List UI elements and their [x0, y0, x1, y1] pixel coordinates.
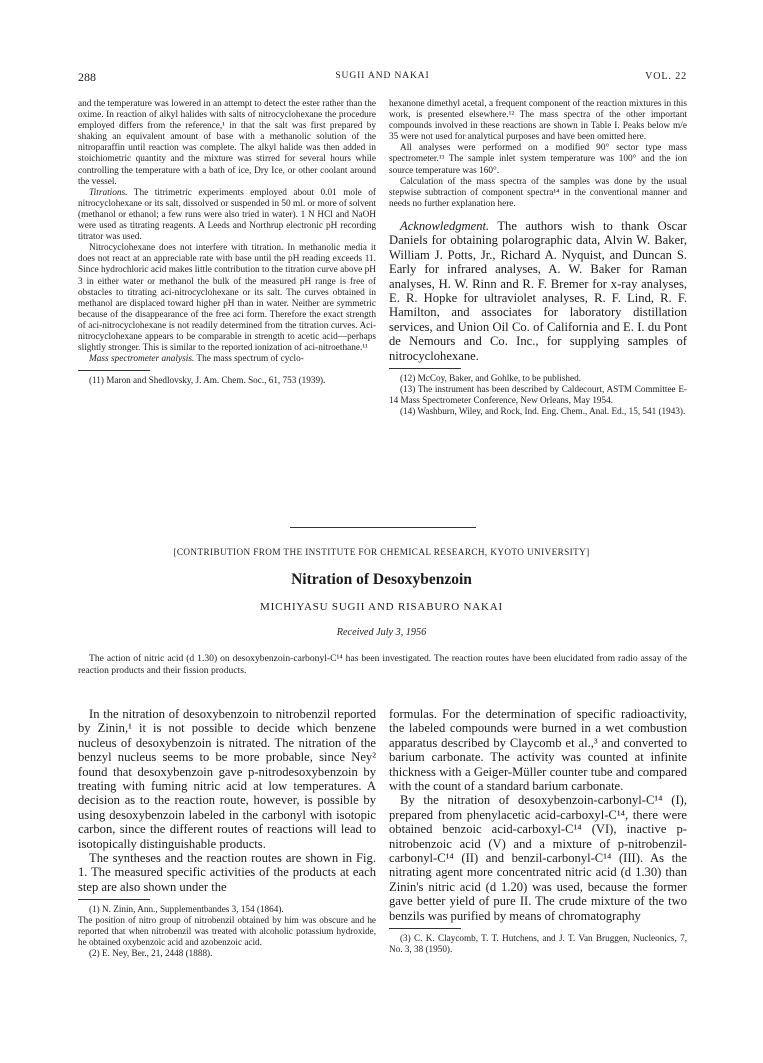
volume-label: VOL. 22	[645, 71, 687, 82]
footnotes	[389, 933, 687, 955]
bottom-right-column	[389, 707, 687, 955]
page-number: 288	[78, 70, 96, 84]
footnote: (1) N. Zinin, Ann., Supplementbandes 3, 154 (1864).	[89, 904, 284, 915]
article-title: Nitration of Desoxybenzoin	[291, 571, 472, 588]
paragraph: In the nitration of desoxybenzoin to nitrobenzil reported by Zinin,¹ it is not possible to decide which benzene nucleus of desoxybenzoin is nitrated. The nitration of the benzyl nucleus seems to be more probable, since Ney² found that desoxybenzoin gave p-nitrodesoxybenzoin by treating with fuming nitric acid at low temperatures. A decision as to the reaction route, however, is possible by using desoxybenzoin labeled in the carbonyl with isotopic carbon, since the different routes of reactions will lead to isotopically distinguishable products.	[78, 707, 376, 851]
top-left-column	[78, 99, 376, 386]
bottom-left-column	[78, 707, 376, 959]
section-divider	[290, 527, 476, 528]
section-heading: Acknowledgment.	[400, 218, 490, 233]
paragraph: By the nitration of desoxybenzoin-carbonyl-C¹⁴ (I), prepared from phenylacetic acid-carboxyl-C¹⁴, there were obtained benzoic acid-carboxyl-C¹⁴ (VI), inactive p-nitrobenzoic acid (V) and a mixture of p-nitrobenzil-carbonyl-C¹⁴ (II) and benzil-carbonyl-C¹⁴ (III). As the nitrating agent more concentrated nitric acid (d 1.30) than Zinin's nitric acid (d 1.20) was used, because the former gave better yield of pure II. The crude mixture of the two benzils was purified by means of chromatography	[389, 793, 687, 923]
contribution-line: [CONTRIBUTION FROM THE INSTITUTE FOR CHEMICAL RESEARCH, KYOTO UNIVERSITY]	[173, 547, 590, 557]
paragraph-body: The titrimetric experiments employed about 0.01 mole of nitrocyclohexane or its salt, dissolved or suspended in 50 ml. or more of solvent (methanol or ethanol; a few runs were also tried in water). 1 N HCl and NaOH were used as titrating reagents. A Leeds and Northrup electronic pH recording titrator was used.	[78, 187, 376, 243]
paragraph: The syntheses and the reaction routes are shown in Fig. 1. The measured specific activities of the products at each step are also shown under the	[78, 851, 376, 894]
running-title: SUGII AND NAKAI	[335, 71, 430, 81]
paragraph-body: The mass spectrum of cyclo-	[194, 354, 304, 365]
footnotes	[78, 904, 376, 959]
paragraph: Nitrocyclohexane does not interfere with titration. In methanolic media it does not react at an appreciable rate with base until the pH reading exceeds 11. Since hydrochloric acid makes little contribution to the titration curve above pH 3 in either water or methanol the bulk of the measured pH range is free of obstacles to titrating aci-nitrocyclohexane or its salt. The curves obtained in methanol are displaced toward higher pH than in water. Neither are symmetric because of the disappearance of the free aci form. Therefore the exact strength of aci-nitrocyclohexane is not readily determined from the titration curves. Aci-nitrocyclohexane appears to be comparable in strength to acetic acid—perhaps slightly stronger. This is similar to the reported ionization of aci-nitroethane.¹¹	[78, 243, 376, 354]
paragraph: and the temperature was lowered in an attempt to detect the ester rather than the oxime. In reaction of alkyl halides with salts of nitrocyclohexane the procedure employed differs from the reference,¹ in that the salt was first prepared by shaking an equivalent amount of base with a methanolic solution of the nitroparaffin until reaction was complete. The alkyl halide was then added in stoichiometric quantity and the mixture was stirred for several hours while controlling the temperature with a bath of ice, Dry Ice, or other coolant around the vessel.	[78, 99, 376, 187]
top-right-column	[389, 99, 687, 417]
footnote: (12) McCoy, Baker, and Gohlke, to be published.	[400, 373, 581, 383]
footnote: (2) E. Ney, Ber., 21, 2448 (1888).	[89, 948, 213, 959]
footnote-rule	[389, 928, 461, 929]
paragraph-body: The authors wish to thank Oscar Daniels for obtaining polarographic data, Alvin W. Baker, William J. Potts, Jr., Richard A. Nyquist, and Duncan S. Early for infrared analyses, A. W. Baker for Raman analyses, H. W. Rinn and R. F. Bremer for x-ray analyses, E. R. Hopke for ultraviolet analyses, R. F. Lind, R. F. Hamilton, and associates for laboratory distillation services, and Union Oil Co. of California and E. I. du Pont de Nemours and Co. Inc., for supplying samples of nitrocyclohexane.	[389, 218, 687, 363]
footnote: (11) Maron and Shedlovsky, J. Am. Chem. Soc., 61, 753 (1939).	[89, 375, 326, 386]
abstract	[78, 653, 687, 676]
paragraph: Calculation of the mass spectra of the samples was done by the usual stepwise subtraction of component spectra¹⁴ in the conventional manner and needs no further explanation here.	[389, 176, 687, 209]
footnote-rule	[78, 899, 150, 900]
section-heading: Mass spectrometer analysis.	[89, 354, 195, 365]
footnote: (3) C. K. Claycomb, T. T. Hutchens, and J. T. Van Bruggen, Nucleonics, 7, No. 3, 38 (1950).	[389, 933, 687, 955]
section-heading: Titrations.	[89, 187, 128, 198]
paragraph: formulas. For the determination of specific radioactivity, the labeled compounds were burned in a wet combustion apparatus described by Claycomb et al.,³ and converted to barium carbonate. The activity was counted at infinite thickness with a Geiger-Müller counter tube and compared with the count of a standard barium carbonate.	[389, 707, 687, 794]
running-head	[78, 70, 687, 86]
footnote: The position of nitro group of nitrobenzil obtained by him was obscure and he reported that when nitrobenzil was treated with alcoholic potassium hydroxide, he obtained oxybenzoic acid and azobenzoic acid.	[78, 915, 376, 948]
acknowledgment	[389, 219, 687, 363]
abstract-text: The action of nitric acid (d 1.30) on desoxybenzoin-carbonyl-C¹⁴ has been investigated. The reaction routes have been elucidated from radio assay of the reaction products and their fission products.	[78, 653, 687, 676]
article-authors: MICHIYASU SUGII AND RISABURO NAKAI	[260, 601, 503, 613]
footnote-rule	[389, 368, 461, 369]
footnotes	[78, 375, 376, 386]
paragraph: hexanone dimethyl acetal, a frequent component of the reaction mixtures in this work, is presented elsewhere.¹² The mass spectra of the other important compounds involved in these reactions are shown in Table I. Peaks below m/e 35 were not used for analytical purposes and have been omitted here.	[389, 99, 687, 143]
paragraph	[78, 188, 376, 243]
footnotes	[389, 373, 687, 417]
paragraph	[78, 354, 376, 365]
paragraph: All analyses were performed on a modified 90° sector type mass spectrometer.¹³ The sample inlet system temperature was 100° and the ion source temperature was 160°.	[389, 143, 687, 176]
footnote: (14) Washburn, Wiley, and Rock, Ind. Eng. Chem., Anal. Ed., 15, 541 (1943).	[400, 406, 686, 416]
footnote: (13) The instrument has been described by Caldecourt, ASTM Committee E-14 Mass Spectrometer Conference, New Orleans, May 1954.	[389, 384, 687, 405]
footnote-rule	[78, 370, 150, 371]
received-date: Received July 3, 1956	[336, 627, 427, 638]
